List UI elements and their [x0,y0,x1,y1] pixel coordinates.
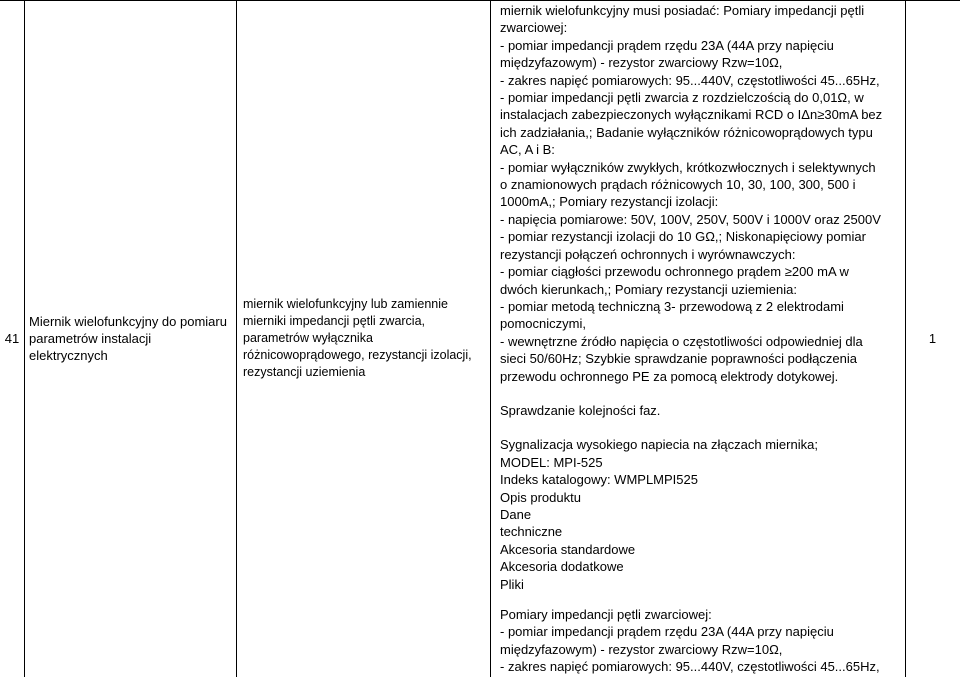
spec-line: - pomiar impedancji pętli zwarcia z rozdzielczością do 0,01Ω, w [500,90,864,106]
spec-line: - pomiar rezystancji izolacji do 10 GΩ,; Niskonapięciowy pomiar [500,229,866,245]
spec-line: Akcesoria standardowe [500,541,636,557]
spec-block-2 [500,402,892,419]
spec-line: miernik wielofunkcyjny musi posiadać: Pomiary impedancji pętli [500,3,865,18]
spec-block-4 [500,606,892,676]
row-number-cell [0,0,24,677]
spec-line: 1000mA,; Pomiary rezystancji izolacji: [500,194,719,210]
spec-line: - pomiar impedancji prądem rzędu 23A (44A przy napięciu [500,624,834,640]
column-divider [236,0,237,677]
spec-line: MODEL: MPI-525 [500,454,603,470]
column-divider [490,0,491,677]
spec-line: dwóch kierunkach,; Pomiary rezystancji uziemienia: [500,281,797,297]
spec-block-3 [500,436,892,593]
spec-line: Sygnalizacja wysokiego napiecia na złączach miernika; [500,437,818,453]
spec-line: pomocniczymi, [500,316,586,332]
spec-line: - wewnętrzne źródło napięcia o częstotliwości odpowiedniej dla [500,333,863,349]
spec-line: zwarciowej: [500,20,568,36]
spec-line: ich zadziałania,; Badanie wyłączników różnicowoprądowych typu [500,124,873,140]
spec-line: - napięcia pomiarowe: 50V, 100V, 250V, 500V i 1000V oraz 2500V [500,211,881,227]
spec-block-1 [500,2,892,385]
item-name: Miernik wielofunkcyjny do pomiaru parametrów instalacji elektrycznych [29,314,227,363]
spec-line: przewodu ochronnego PE za pomocą elektrody dotykowej. [500,368,839,384]
spec-line: techniczne [500,524,563,540]
item-description: miernik wielofunkcyjny lub zamiennie mierniki impedancji pętli zwarcia, parametrów wyłącznika różnicowoprądowego, rezystancji izolacji, rezystancji uziemienia [243,297,472,379]
spec-line: rezystancji połączeń ochronnych i wyrównawczych: [500,246,796,262]
spec-line: Dane [500,506,532,522]
spec-line: Indeks katalogowy: WMPLMPI525 [500,472,698,488]
spec-line: międzyfazowym) - rezystor zwarciowy Rzw=10Ω, [500,641,783,657]
quantity: 1 [928,331,937,346]
spec-line: AC, A i B: [500,142,555,158]
spec-line: Akcesoria dodatkowe [500,559,624,575]
spec-line: o znamionowych prądach różnicowych 10, 30, 100, 300, 500 i [500,177,856,193]
spec-line: - pomiar metodą techniczną 3- przewodową z 2 elektrodami [500,298,844,314]
spec-line: - zakres napięć pomiarowych: 95...440V, częstotliwości 45...65Hz, [500,72,880,88]
spec-line: Sprawdzanie kolejności faz. [500,402,661,418]
item-description-cell [243,0,475,677]
column-divider [24,0,25,677]
spec-line: sieci 50/60Hz; Szybkie sprawdzanie poprawności podłączenia [500,351,857,367]
item-name-cell [29,0,229,677]
spec-line: - pomiar impedancji prądem rzędu 23A (44A przy napięciu [500,37,834,53]
spec-line: - zakres napięć pomiarowych: 95...440V, częstotliwości 45...65Hz, [500,659,880,675]
quantity-cell [905,0,960,677]
row-number: 41 [4,331,20,346]
spec-line: instalacjach zabezpieczonych wyłącznikami RCD o IΔn≥30mA bez [500,107,883,123]
spec-line: - pomiar wyłączników zwykłych, krótkozwłocznych i selektywnych [500,159,876,175]
specification-cell [500,2,892,676]
spec-line: - pomiar ciągłości przewodu ochronnego prądem ≥200 mA w [500,264,849,280]
spec-line: Opis produktu [500,489,581,505]
spec-line: Pomiary impedancji pętli zwarciowej: [500,607,712,622]
spec-line: międzyfazowym) - rezystor zwarciowy Rzw=10Ω, [500,55,783,71]
spec-line: Pliki [500,576,524,592]
